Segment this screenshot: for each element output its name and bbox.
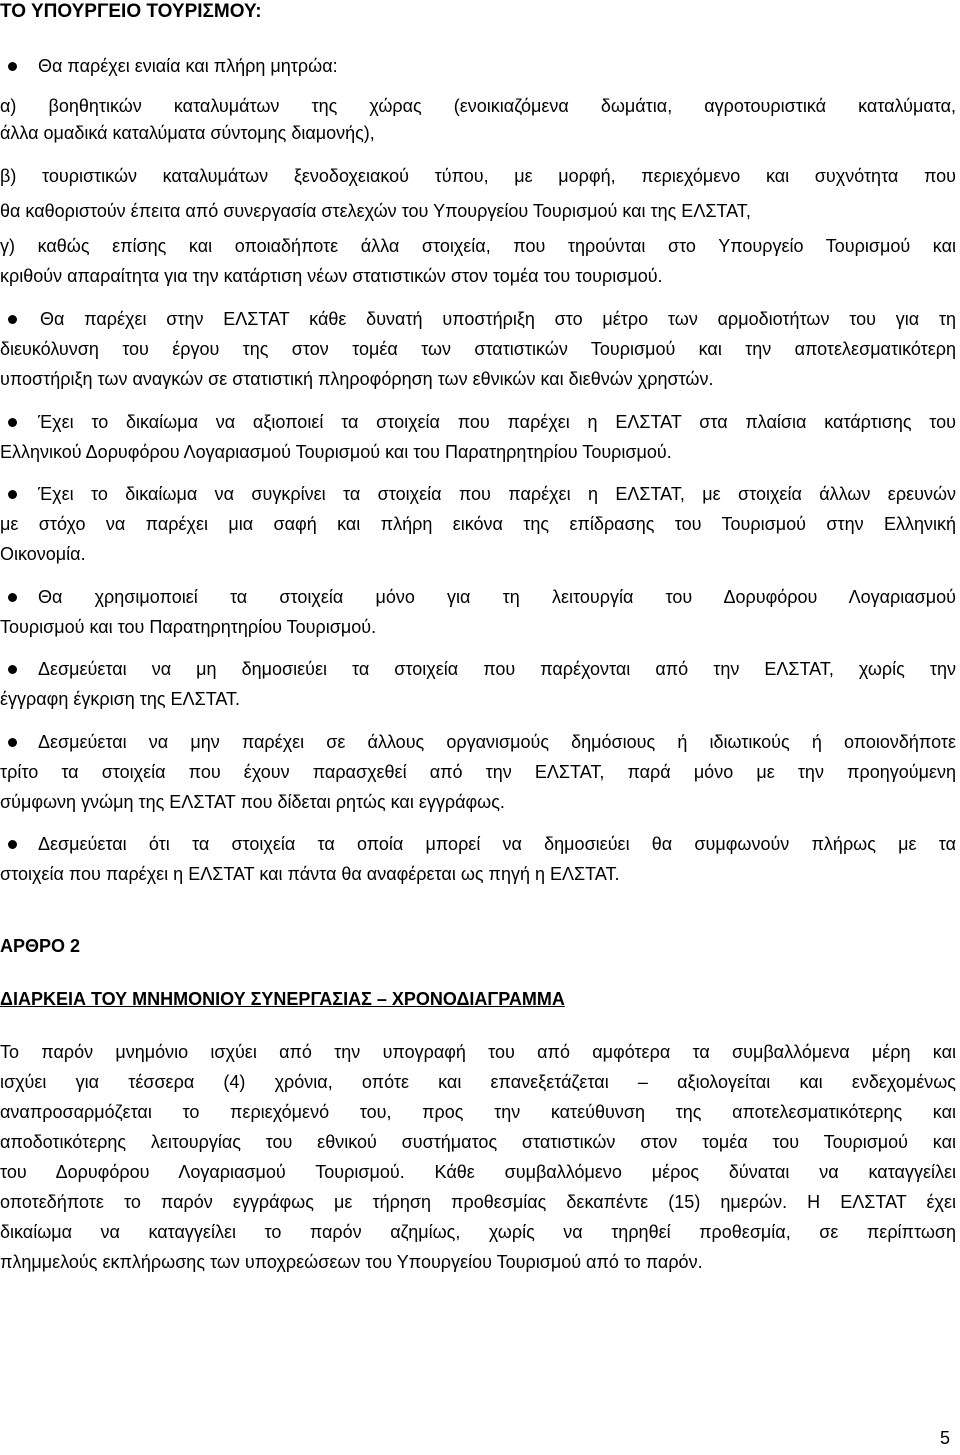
article-paragraph-line1: Το παρόν μνημόνιο ισχύει από την υπογραφή του από αμφότερα τα συμβαλλόμενα μέρη και (0, 1042, 956, 1062)
item6-line1: Δεσμεύεται να μη δημοσιεύει τα στοιχεία που παρέχονται από την ΕΛΣΤΑΤ, χωρίς την (38, 659, 956, 679)
page-number: 5 (939, 1428, 950, 1448)
bullet-icon (8, 418, 17, 427)
item4-line3: Οικονομία. (0, 544, 86, 564)
item2-line2: διευκόλυνση του έργου της στον τομέα των στατιστικών Τουρισμού και την αποτελεσματικότερη (0, 339, 956, 359)
item3-line1: Έχει το δικαίωμα να αξιοποιεί τα στοιχεία που παρέχει η ΕΛΣΤΑΤ στα πλαίσια κατάρτισης του (38, 412, 956, 432)
item2-line1: Θα παρέχει στην ΕΛΣΤΑΤ κάθε δυνατή υποστήριξη στο μέτρο των αρμοδιοτήτων του για τη (40, 309, 956, 329)
article-paragraph-line2: ισχύει για τέσσερα (4) χρόνια, οπότε και επανεξετάζεται – αξιολογείται και ενδεχομένως (0, 1072, 956, 1092)
item5-line2: Τουρισμού και του Παρατηρητηρίου Τουρισμού. (0, 617, 377, 637)
item2-line3: υποστήριξη των αναγκών σε στατιστική πληροφόρηση των εθνικών και διεθνών χρηστών. (0, 369, 714, 389)
bullet-icon (8, 738, 17, 747)
item8-line1: Δεσμεύεται ότι τα στοιχεία τα οποία μπορεί να δημοσιεύει θα συμφωνούν πλήρως με τα (38, 834, 956, 854)
item7-line3: σύμφωνη γνώμη της ΕΛΣΤΑΤ που δίδεται ρητώς και εγγράφως. (0, 792, 505, 812)
item8-line2: στοιχεία που παρέχει η ΕΛΣΤΑΤ και πάντα θα αναφέρεται ως πηγή η ΕΛΣΤΑΤ. (0, 864, 620, 884)
item7-line2: τρίτο τα στοιχεία που έχουν παρασχεθεί από την ΕΛΣΤΑΤ, παρά μόνο με την προηγούμενη (0, 762, 956, 782)
item1-a-line2: άλλα ομαδικά καταλύματα σύντομης διαμονής), (0, 123, 375, 143)
article-paragraph-line6: οποτεδήποτε το παρόν εγγράφως με τήρηση προθεσμίας δεκαπέντε (15) ημερών. Η ΕΛΣΤΑΤ έχει (0, 1192, 956, 1212)
item1-c-line1: γ) καθώς επίσης και οποιαδήποτε άλλα στοιχεία, που τηρούνται στο Υπουργείο Τουρισμού και (0, 236, 956, 256)
item7-line1: Δεσμεύεται να μην παρέχει σε άλλους οργανισμούς δημόσιους ή ιδιωτικούς ή οποιονδήποτε (38, 732, 956, 752)
bullet-icon (8, 315, 17, 324)
bullet-icon (8, 490, 17, 499)
article-title: ΔΙΑΡΚΕΙΑ ΤΟΥ ΜΝΗΜΟΝΙΟΥ ΣΥΝΕΡΓΑΣΙΑΣ – ΧΡΟΝΟΔΙΑΓΡΑΜΜΑ (0, 989, 565, 1009)
article-paragraph-line7: δικαίωμα να καταγγείλει το παρόν αζημίως, χωρίς να τηρηθεί προθεσμία, σε περίπτωση (0, 1222, 956, 1242)
item4-line1: Έχει το δικαίωμα να συγκρίνει τα στοιχεία που παρέχει η ΕΛΣΤΑΤ, με στοιχεία άλλων ερευνών (38, 484, 956, 504)
item3-line2: Ελληνικού Δορυφόρου Λογαριασμού Τουρισμού και του Παρατηρητηρίου Τουρισμού. (0, 442, 672, 462)
item1-b-line2: θα καθοριστούν έπειτα από συνεργασία στελεχών του Υπουργείου Τουρισμού και της ΕΛΣΤΑΤ, (0, 201, 751, 221)
article-paragraph-line4: αποδοτικότερης λειτουργίας του εθνικού συστήματος στατιστικών στον τομέα του Τουρισμού και (0, 1132, 956, 1152)
bullet-icon (8, 62, 17, 71)
article-number: ΑΡΘΡΟ 2 (0, 936, 81, 956)
article-paragraph-line8: πλημμελούς εκπλήρωσης των υποχρεώσεων του Υπουργείου Τουρισμού από το παρόν. (0, 1252, 703, 1272)
article-paragraph-line5: του Δορυφόρου Λογαριασμού Τουρισμού. Κάθε συμβαλλόμενο μέρος δύναται να καταγγείλει (0, 1162, 956, 1182)
item5-line1: Θα χρησιμοποιεί τα στοιχεία μόνο για τη λειτουργία του Δορυφόρου Λογαριασμού (38, 587, 956, 607)
bullet-icon (8, 840, 17, 849)
bullet-icon (8, 665, 17, 674)
bullet-icon (8, 593, 17, 602)
item6-line2: έγγραφη έγκριση της ΕΛΣΤΑΤ. (0, 689, 241, 709)
item4-line2: με στόχο να παρέχει μια σαφή και πλήρη εικόνα της επίδρασης του Τουρισμού στην Ελληνική (0, 514, 956, 534)
item1-b-line1: β) τουριστικών καταλυμάτων ξενοδοχειακού τύπου, με μορφή, περιεχόμενο και συχνότητα που (0, 166, 956, 186)
item1-a-line1: α) βοηθητικών καταλυμάτων της χώρας (ενοικιαζόμενα δωμάτια, αγροτουριστικά καταλύματα, (0, 96, 956, 116)
item1-intro: Θα παρέχει ενιαία και πλήρη μητρώα: (38, 56, 338, 76)
section-heading: ΤΟ ΥΠΟΥΡΓΕΙΟ ΤΟΥΡΙΣΜΟΥ: (0, 1, 262, 22)
article-paragraph-line3: αναπροσαρμόζεται το περιεχόμενό του, προς την κατεύθυνση της αποτελεσματικότερης και (0, 1102, 956, 1122)
item1-c-line2: κριθούν απαραίτητα για την κατάρτιση νέων στατιστικών στον τομέα του τουρισμού. (0, 266, 663, 286)
